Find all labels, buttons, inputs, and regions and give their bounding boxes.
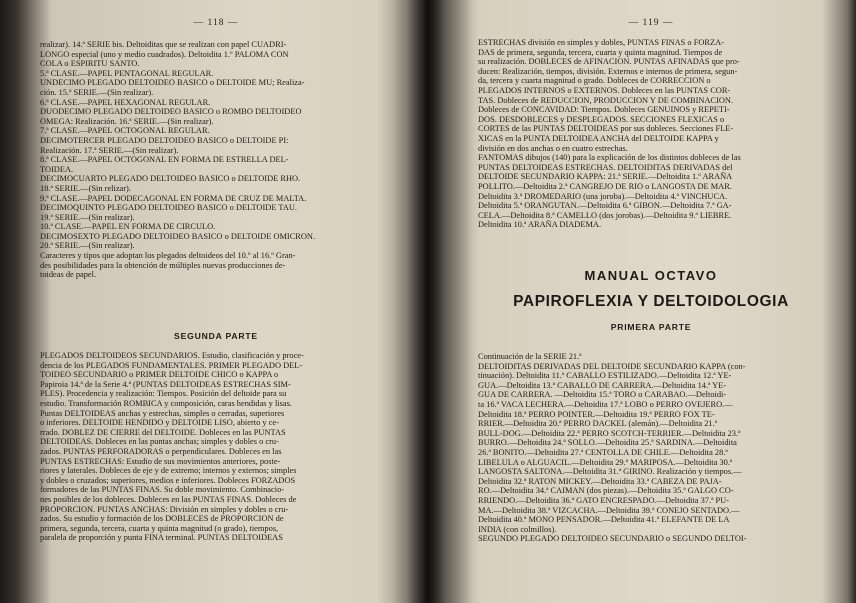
- text-line: RRIER.—Deltoidita 20.ª PERRO DACKEL (alemán).—Deltoidita 21.ª: [478, 419, 718, 429]
- manual-title: MANUAL OCTAVO: [584, 268, 718, 283]
- text-line: TOIDEA.: [40, 164, 74, 174]
- text-line: toideas de papel.: [40, 270, 97, 280]
- text-line: 26.ª BONITO.—Deltoidita 27.ª CENTOLLA DE CHILE.—Deltoidita 28.ª: [478, 447, 728, 457]
- text-line: LIBELULA o ALGUACIL.—Deltoidita 29.ª MARIPOSA.—Deltoidita 30.ª: [478, 457, 733, 467]
- text-line: ta 16.ª VACA LECHERA.—Deltoidita 17.ª LOBO o PERRO OVEJERO.—: [478, 399, 733, 409]
- right-section-heading: PRIMERA PARTE: [610, 322, 692, 332]
- text-line: Deltoidita 3.ª DROMEDARIO (una joroba).—Deltoidita 4.ª VINCHUCA.: [478, 191, 728, 201]
- text-line: realizar). 14.ª SERIE bis. Deltoiditas que se realizan con papel CUADRI-: [40, 40, 287, 49]
- right-page-index-text-continued: [478, 352, 824, 544]
- text-line: UNDECIMO PLEGADO DELTOIDEO BASICO o DELTOIDE MU; Realiza-: [40, 78, 305, 88]
- text-line: COLA o ESPIRITU SANTO.: [40, 59, 140, 69]
- text-line: CELA.—Deltoidita 8.ª CAMELLO (dos jorobas).—Deltoidita 9.ª LIEBRE.: [478, 210, 732, 220]
- gutter-shadow-right: [432, 0, 472, 603]
- text-line: PLEGADOS DELTOIDEOS SECUNDARIOS. Estudio, clasificación y proce-: [40, 351, 304, 360]
- text-line: FANTOMAS dibujos (140) para la explicación de los distintos dobleces de las: [478, 153, 741, 163]
- text-line: BULL-DOG.—Deltoidita 22.ª PERRO SCOTCH-TERRIER.—Deltoidita 23.ª: [478, 428, 741, 438]
- text-line: DECIMOQUINTO PLEGADO DELTOIDEO BASICO o DELTOIDE TAU.: [40, 203, 298, 213]
- text-line: XICAS en la PUNTA DELTOIDEA ANCHA del DELTOIDE KAPPA y: [478, 133, 719, 143]
- text-line: zados. PUNTAS PERFORADORAS o perpendiculares. Dobleces en las: [40, 446, 282, 456]
- text-line: 6.ª CLASE.—PAPEL HEXAGONAL REGULAR.: [40, 97, 211, 107]
- text-line: Deltoidita 40.ª MONO PENSADOR.—Deltoidita 41.ª ELEFANTE DE LA: [478, 515, 730, 525]
- left-page-index-text-continued: [40, 351, 392, 543]
- text-line: o inferiores. DELTOIDE HENDIDO y DELTOIDE LISO, abierto y ce-: [40, 418, 279, 428]
- text-line: POLLITO.—Deltoidita 2.ª CANGREJO DE RIO o LANGOSTA DE MAR.: [478, 181, 732, 191]
- text-line: DELTOIDEAS. Dobleces en las puntas anchas; simples y dobles o cru-: [40, 437, 279, 447]
- text-line: DAS de primera, segunda, tercera, cuarta y quinta magnitud. Tiempos de: [478, 47, 723, 57]
- text-line: des posibilidades para la obtención de múltiples nuevas producciones de-: [40, 260, 286, 270]
- text-line: Dobleces de CONCAVIDAD: Tiempos. Dobleces GENUINOS y REPETI-: [478, 105, 730, 115]
- text-line: TOIDEO SECUNDARIO o PRIMER DELTOIDE CHICO o KAPPA o: [40, 370, 279, 380]
- text-line: DELTOIDE SECUNDARIO KAPPA: 21.ª SERIE.—Deltoidita 1.º ARAÑA: [478, 172, 733, 182]
- text-line: GUA DE CARRERA. —Deltoidita 15.ª TORO o CARABAO.—Deltoidi-: [478, 390, 727, 400]
- text-line: PROPORCION. PUNTAS ANCHAS: División en simples y dobles o cru-: [40, 504, 289, 514]
- text-line: DUODECIMO PLEGADO DELTOIDEO BASICO o ROMBO DELTOIDEO: [40, 107, 302, 117]
- text-line: estudio. Transformación ROMBICA y composición, caras hendidas y lisas.: [40, 398, 292, 408]
- text-line: LANGOSTA SALTONA.—Deltoidita 31.ª GIRINO. Realización y tiempos.—: [478, 467, 742, 477]
- text-line: Deltoidita 18.ª PERRO POINTER.—Deltoidita 19.ª PERRO FOX TE-: [478, 409, 715, 419]
- text-line: INDIA (con colmillos).: [478, 524, 557, 534]
- text-line: Deltoidita 10.ª ARAÑA DIADEMA.: [478, 220, 602, 230]
- text-line: ducen: Realización, tiempos, división. Externos e internos de primera, segun-: [478, 66, 738, 76]
- text-line: 10.ª CLASE.—PAPEL EN FORMA DE CIRCULO.: [40, 222, 216, 232]
- text-line: DELTOIDITAS DERIVADAS DEL DELTOIDE SECUNDARIO KAPPA (con-: [478, 361, 746, 371]
- text-line: 5.ª CLASE.—PAPEL PENTAGONAL REGULAR.: [40, 68, 214, 78]
- text-line: PUNTAS ESTRECHAS: Estudio de sus movimientos anteriores, poste-: [40, 456, 281, 466]
- text-line: nes posibles de los dobleces. Dobleces en las PUNTAS FINAS. Dobleces de: [40, 494, 297, 504]
- left-page: [40, 0, 392, 603]
- left-section-heading: SEGUNDA PARTE: [174, 331, 258, 341]
- text-line: Realización. 17.ª SERIE.—(Sin realizar).: [40, 145, 179, 155]
- text-line: paralela de proporción y punta FINA terminal. PUNTAS DELTOIDEAS: [40, 533, 283, 543]
- text-line: Papiroia 14.ª de la Serie 4.ª (PUNTAS DELTOIDEAS ESTRECHAS SIM-: [40, 379, 291, 389]
- text-line: 7.ª CLASE.—PAPEL OCTOGONAL REGULAR.: [40, 126, 210, 136]
- text-line: OMEGA: Realización. 16.ª SERIE.—(Sin realizar).: [40, 116, 214, 126]
- text-line: da, tercera y cuarta magnitud o grado. Dobleces de CORRECCION o: [478, 76, 711, 86]
- left-page-number: — 118 —: [193, 18, 239, 28]
- text-line: DECIMOSEXTO PLEGADO DELTOIDEO BASICO o DELTOIDE OMICRON.: [40, 231, 316, 241]
- text-line: Deltoidita 32.ª RATON MICKEY.—Deltoidita 33.ª CABEZA DE PAJA-: [478, 476, 722, 486]
- text-line: RRIENDO.—Deltoidita 36.ª GATO ENCRESPADO.—Deltoidita 37.ª PU-: [478, 495, 729, 505]
- text-line: RO.—Deltoidita 34.ª CAIMAN (dos piezas).—Deltoidita 35.ª GALGO CO-: [478, 486, 734, 496]
- text-line: DECIMOTERCER PLEGADO DELTOIDEO BASICO o DELTOIDE PI:: [40, 135, 289, 145]
- text-line: riores y laterales. Dobleces de eje y de extremo; internos y externos; simples: [40, 466, 297, 476]
- right-page-index-text: [478, 38, 824, 230]
- text-line: división en dos anchas o en cuatro estrechas.: [478, 143, 628, 153]
- text-line: tinuación). Deltoidita 11.ª CABALLO ESTILIZADO.—Deltoidita 12.ª YE-: [478, 371, 732, 381]
- text-line: GUA.—Deltoidita 13.ª CABALLO DE CARRERA.—Deltoidita 14.ª YE-: [478, 380, 727, 390]
- text-line: Puntas DELTOIDEAS anchas y estrechas, simples o cerradas, superiores: [40, 408, 285, 418]
- text-line: MA.—Deltoidita 38.ª VIZCACHA.—Deltoidita 39.ª CONEJO SENTADO.—: [478, 505, 740, 515]
- left-page-index-text: [40, 40, 392, 280]
- book-title: PAPIROFLEXIA Y DELTOIDOLOGIA: [513, 293, 789, 310]
- text-line: primera, segunda, tercera, cuarta y quinta magnitud (o grado), tiempos,: [40, 523, 279, 533]
- text-line: zados. Su estudio y formación de los DOBLECES de PROPORCION de: [40, 514, 284, 524]
- text-line: formadores de las PUNTAS FINAS. Su doble movimiento. Combinacio-: [40, 485, 285, 495]
- right-page-number: — 119 —: [628, 18, 674, 28]
- text-line: SEGUNDO PLEGADO DELTOIDEO SECUNDARIO o SEGUNDO DELTOI-: [478, 534, 747, 544]
- text-line: PLEGADOS INTERNOS o EXTERNOS. Dobleces en las PUNTAS COR-: [478, 85, 731, 95]
- text-line: 18.ª SERIE.—(Sin relizar).: [40, 183, 131, 193]
- text-line: ción. 15.ª SERIE.—(Sin realizar).: [40, 87, 154, 97]
- text-line: Continuación de la SERIE 21.ª: [478, 352, 582, 361]
- text-line: DOS. DESDOBLECES y DESPLEGADOS. SECCIONES FLEXICAS o: [478, 114, 725, 124]
- text-line: TAS. Dobleces de REDUCCION, PRODUCCION Y DE COMBINACION.: [478, 95, 734, 105]
- text-line: ESTRECHAS división en simples y dobles, PUNTAS FINAS o FORZA-: [478, 38, 724, 47]
- text-line: 9.ª CLASE.—PAPEL DODECAGONAL EN FORMA DE CRUZ DE MALTA.: [40, 193, 307, 203]
- text-line: BURRO.—Deltoidita 24.ª SOLLO.—Deltoidita 25.ª SARDINA.—Deltoidita: [478, 438, 737, 448]
- text-line: 19.ª SERIE.—(Sin realizar).: [40, 212, 135, 222]
- gutter-shadow-left: [392, 0, 432, 603]
- right-page: [478, 0, 824, 603]
- text-line: 20.ª SERIE.—(Sin realizar).: [40, 241, 135, 251]
- text-line: PUNTAS DELTOIDEAS ESTRECHAS. DELTOIDITAS DERIVADAS del: [478, 162, 733, 172]
- text-line: su realización. DOBLECES de AFINACION. PUNTAS AFINADAS que pro-: [478, 57, 740, 67]
- text-line: CORTES de las PUNTAS DELTOIDEAS por sus dobleces. Secciones FLE-: [478, 124, 734, 134]
- text-line: DECIMOCUARTO PLEGADO DELTOIDEO BASICO o DELTOIDE RHO.: [40, 174, 301, 184]
- text-line: LONGO especial (uno y medio cuadrados). Deltoidita 1.º PALOMA CON: [40, 49, 289, 59]
- text-line: PLES). Procedencia y realización: Tiempos. Posición del deltoide para su: [40, 389, 287, 399]
- text-line: dencia de los PLEGADOS FUNDAMENTALES. PRIMER PLEGADO DEL-: [40, 360, 303, 370]
- text-line: rrado. DOBLEZ DE CIERRE del DELTOIDE. Dobleces en las PUNTAS: [40, 427, 286, 437]
- text-line: Caracteres y tipos que adoptan los plegados deltoideos del 10.º al 16.º Gran-: [40, 251, 296, 261]
- text-line: 8.ª CLASE.—PAPEL OCTOGONAL EN FORMA DE ESTRELLA DEL-: [40, 155, 289, 165]
- text-line: y dobles o cruzados; superiores, medios e inferiores. Dobleces FORZADOS: [40, 475, 296, 485]
- text-line: Deltoidita 5.ª ORANGUTAN.—Deltoidita 6.ª GIBON.—Deltoidita 7.ª GA-: [478, 201, 732, 211]
